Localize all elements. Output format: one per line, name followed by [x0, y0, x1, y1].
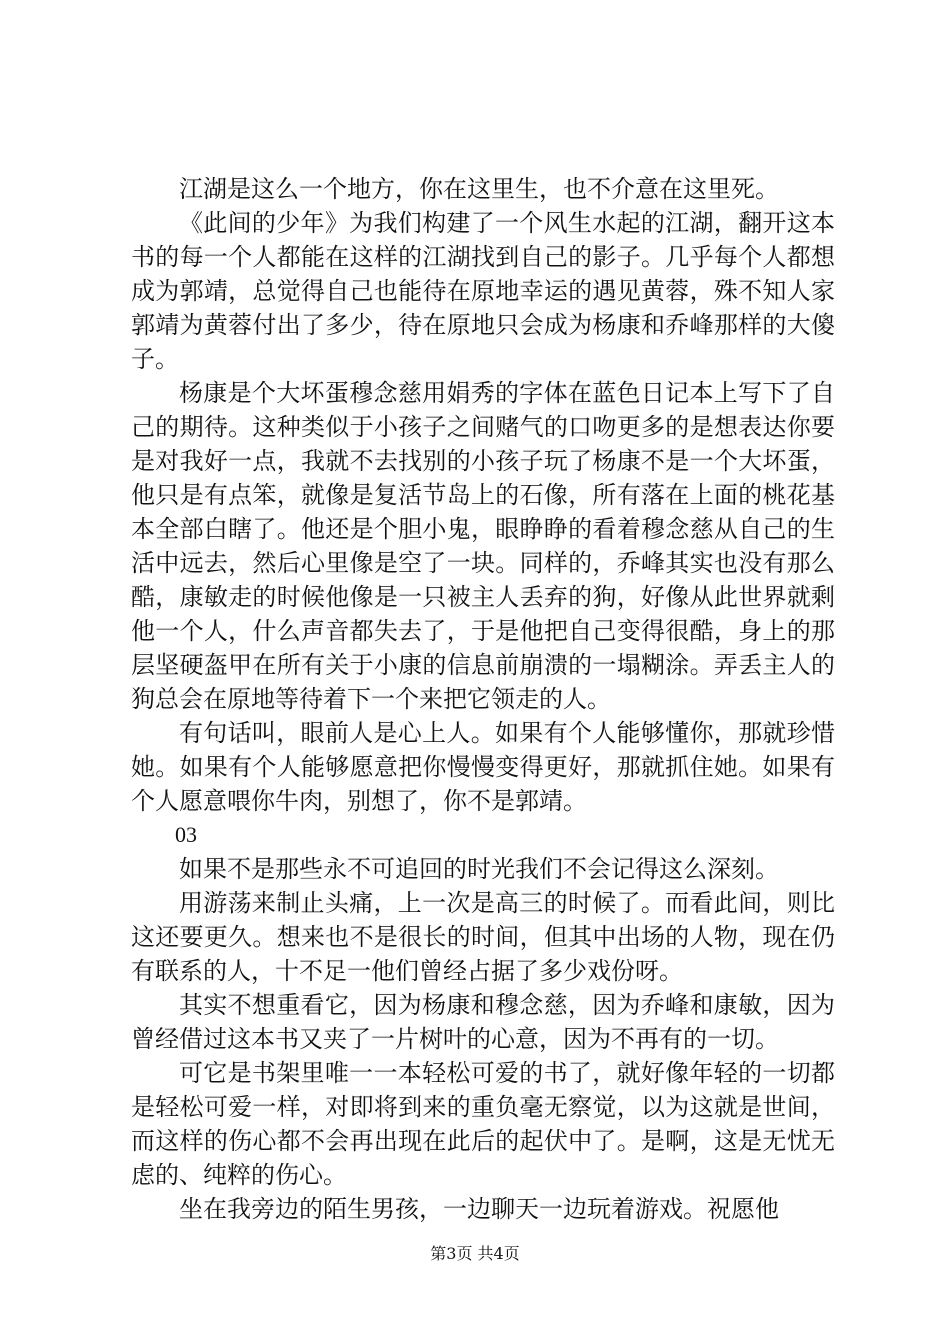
- section-number: 03: [175, 822, 197, 847]
- paragraph: 有句话叫，眼前人是心上人。如果有个人能够懂你，那就珍惜她。如果有个人能够愿意把你慢慢变得更好，那就抓住她。如果有个人愿意喂你牛肉，别想了，你不是郭靖。: [131, 719, 835, 815]
- paragraph: 其实不想重看它，因为杨康和穆念慈，因为乔峰和康敏，因为曾经借过这本书又夹了一片树叶的心意，因为不再有的一切。: [131, 991, 835, 1053]
- paragraph: 用游荡来制止头痛，上一次是高三的时候了。而看此间，则比这还要更久。想来也不是很长的时间，但其中出场的人物，现在仍有联系的人，十不足一他们曾经占据了多少戏份呀。: [131, 889, 835, 985]
- paragraph: 江湖是这么一个地方，你在这里生，也不介意在这里死。: [179, 175, 779, 203]
- document-body: [131, 172, 835, 1226]
- paragraph: 《此间的少年》为我们构建了一个风生水起的江湖，翻开这本书的每一个人都能在这样的江湖找到自己的影子。几乎每个人都想成为郭靖，总觉得自己也能待在原地幸运的遇见黄蓉，殊不知人家郭靖为黄蓉付出了多少，待在原地只会成为杨康和乔峰那样的大傻子。: [131, 209, 835, 373]
- paragraph: 杨康是个大坏蛋穆念慈用娟秀的字体在蓝色日记本上写下了自己的期待。这种类似于小孩子之间赌气的口吻更多的是想表达你要是对我好一点，我就不去找别的小孩子玩了杨康不是一个大坏蛋，他只是有点笨，就像是复活节岛上的石像，所有落在上面的桃花基本全部白瞎了。他还是个胆小鬼，眼睁睁的看着穆念慈从自己的生活中远去，然后心里像是空了一块。同样的，乔峰其实也没有那么酷，康敏走的时候他像是一只被主人丢弃的狗，好像从此世界就剩他一个人，什么声音都失去了，于是他把自己变得很酷，身上的那层坚硬盔甲在所有关于小康的信息前崩溃的一塌糊涂。弄丢主人的狗总会在原地等待着下一个来把它领走的人。: [131, 379, 835, 713]
- paragraph: 坐在我旁边的陌生男孩，一边聊天一边玩着游戏。祝愿他: [179, 1195, 779, 1223]
- paragraph: 如果不是那些永不可追回的时光我们不会记得这么深刻。: [179, 855, 779, 883]
- page-footer: 第3页 共4页: [430, 1244, 520, 1263]
- paragraph: 可它是书架里唯一一本轻松可爱的书了，就好像年轻的一切都是轻松可爱一样，对即将到来的重负毫无察觉，以为这就是世间，而这样的伤心都不会再出现在此后的起伏中了。是啊，这是无忧无虑的、纯粹的伤心。: [131, 1059, 835, 1189]
